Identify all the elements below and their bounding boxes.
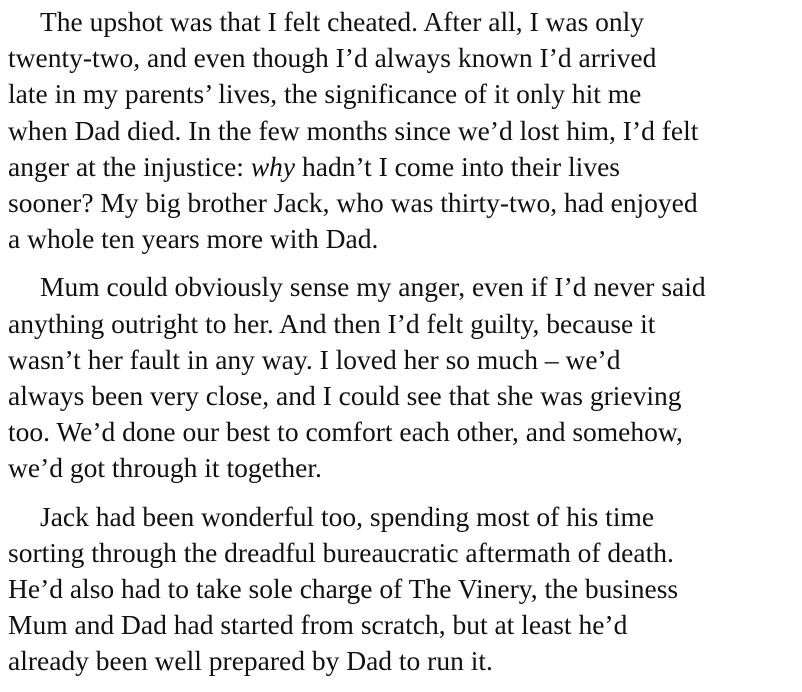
text-line: twenty-two, and even though I’d always known I’d arrived	[8, 42, 657, 74]
text-line: anything outright to her. And then I’d felt guilty, because it	[8, 307, 656, 339]
text-line: Mum and Dad had started from scratch, but at least he’d	[8, 609, 628, 641]
document-page	[8, 4, 798, 692]
paragraph-1	[8, 4, 798, 257]
text-line: Mum could obviously sense my anger, even if I’d never said	[40, 271, 706, 303]
italic-emphasis: why	[250, 150, 296, 182]
paragraph-3	[8, 499, 798, 680]
text-line: already been well prepared by Dad to run it.	[8, 645, 493, 677]
text-run: hadn’t I come into their lives	[295, 150, 620, 182]
text-line	[8, 149, 798, 185]
text-line: late in my parents’ lives, the significance of it only hit me	[8, 78, 642, 110]
text-line: when Dad died. In the few months since we’d lost him, I’d felt	[8, 114, 699, 146]
text-line: too. We’d done our best to comfort each other, and somehow,	[8, 416, 683, 448]
text-run: anger at the injustice:	[8, 150, 251, 182]
text-line: wasn’t her fault in any way. I loved her so much – we’d	[8, 343, 621, 375]
text-line: The upshot was that I felt cheated. After all, I was only	[40, 6, 645, 37]
text-line: a whole ten years more with Dad.	[8, 223, 379, 255]
text-line: sooner? My big brother Jack, who was thirty-two, had enjoyed	[8, 187, 698, 219]
text-line: He’d also had to take sole charge of The Vinery, the business	[8, 573, 679, 605]
text-line: always been very close, and I could see that she was grieving	[8, 380, 682, 412]
text-line: sorting through the dreadful bureaucratic aftermath of death.	[8, 536, 674, 568]
paragraph-2	[8, 269, 798, 486]
text-line: Jack had been wonderful too, spending most of his time	[40, 500, 655, 532]
text-line: we’d got through it together.	[8, 452, 322, 484]
